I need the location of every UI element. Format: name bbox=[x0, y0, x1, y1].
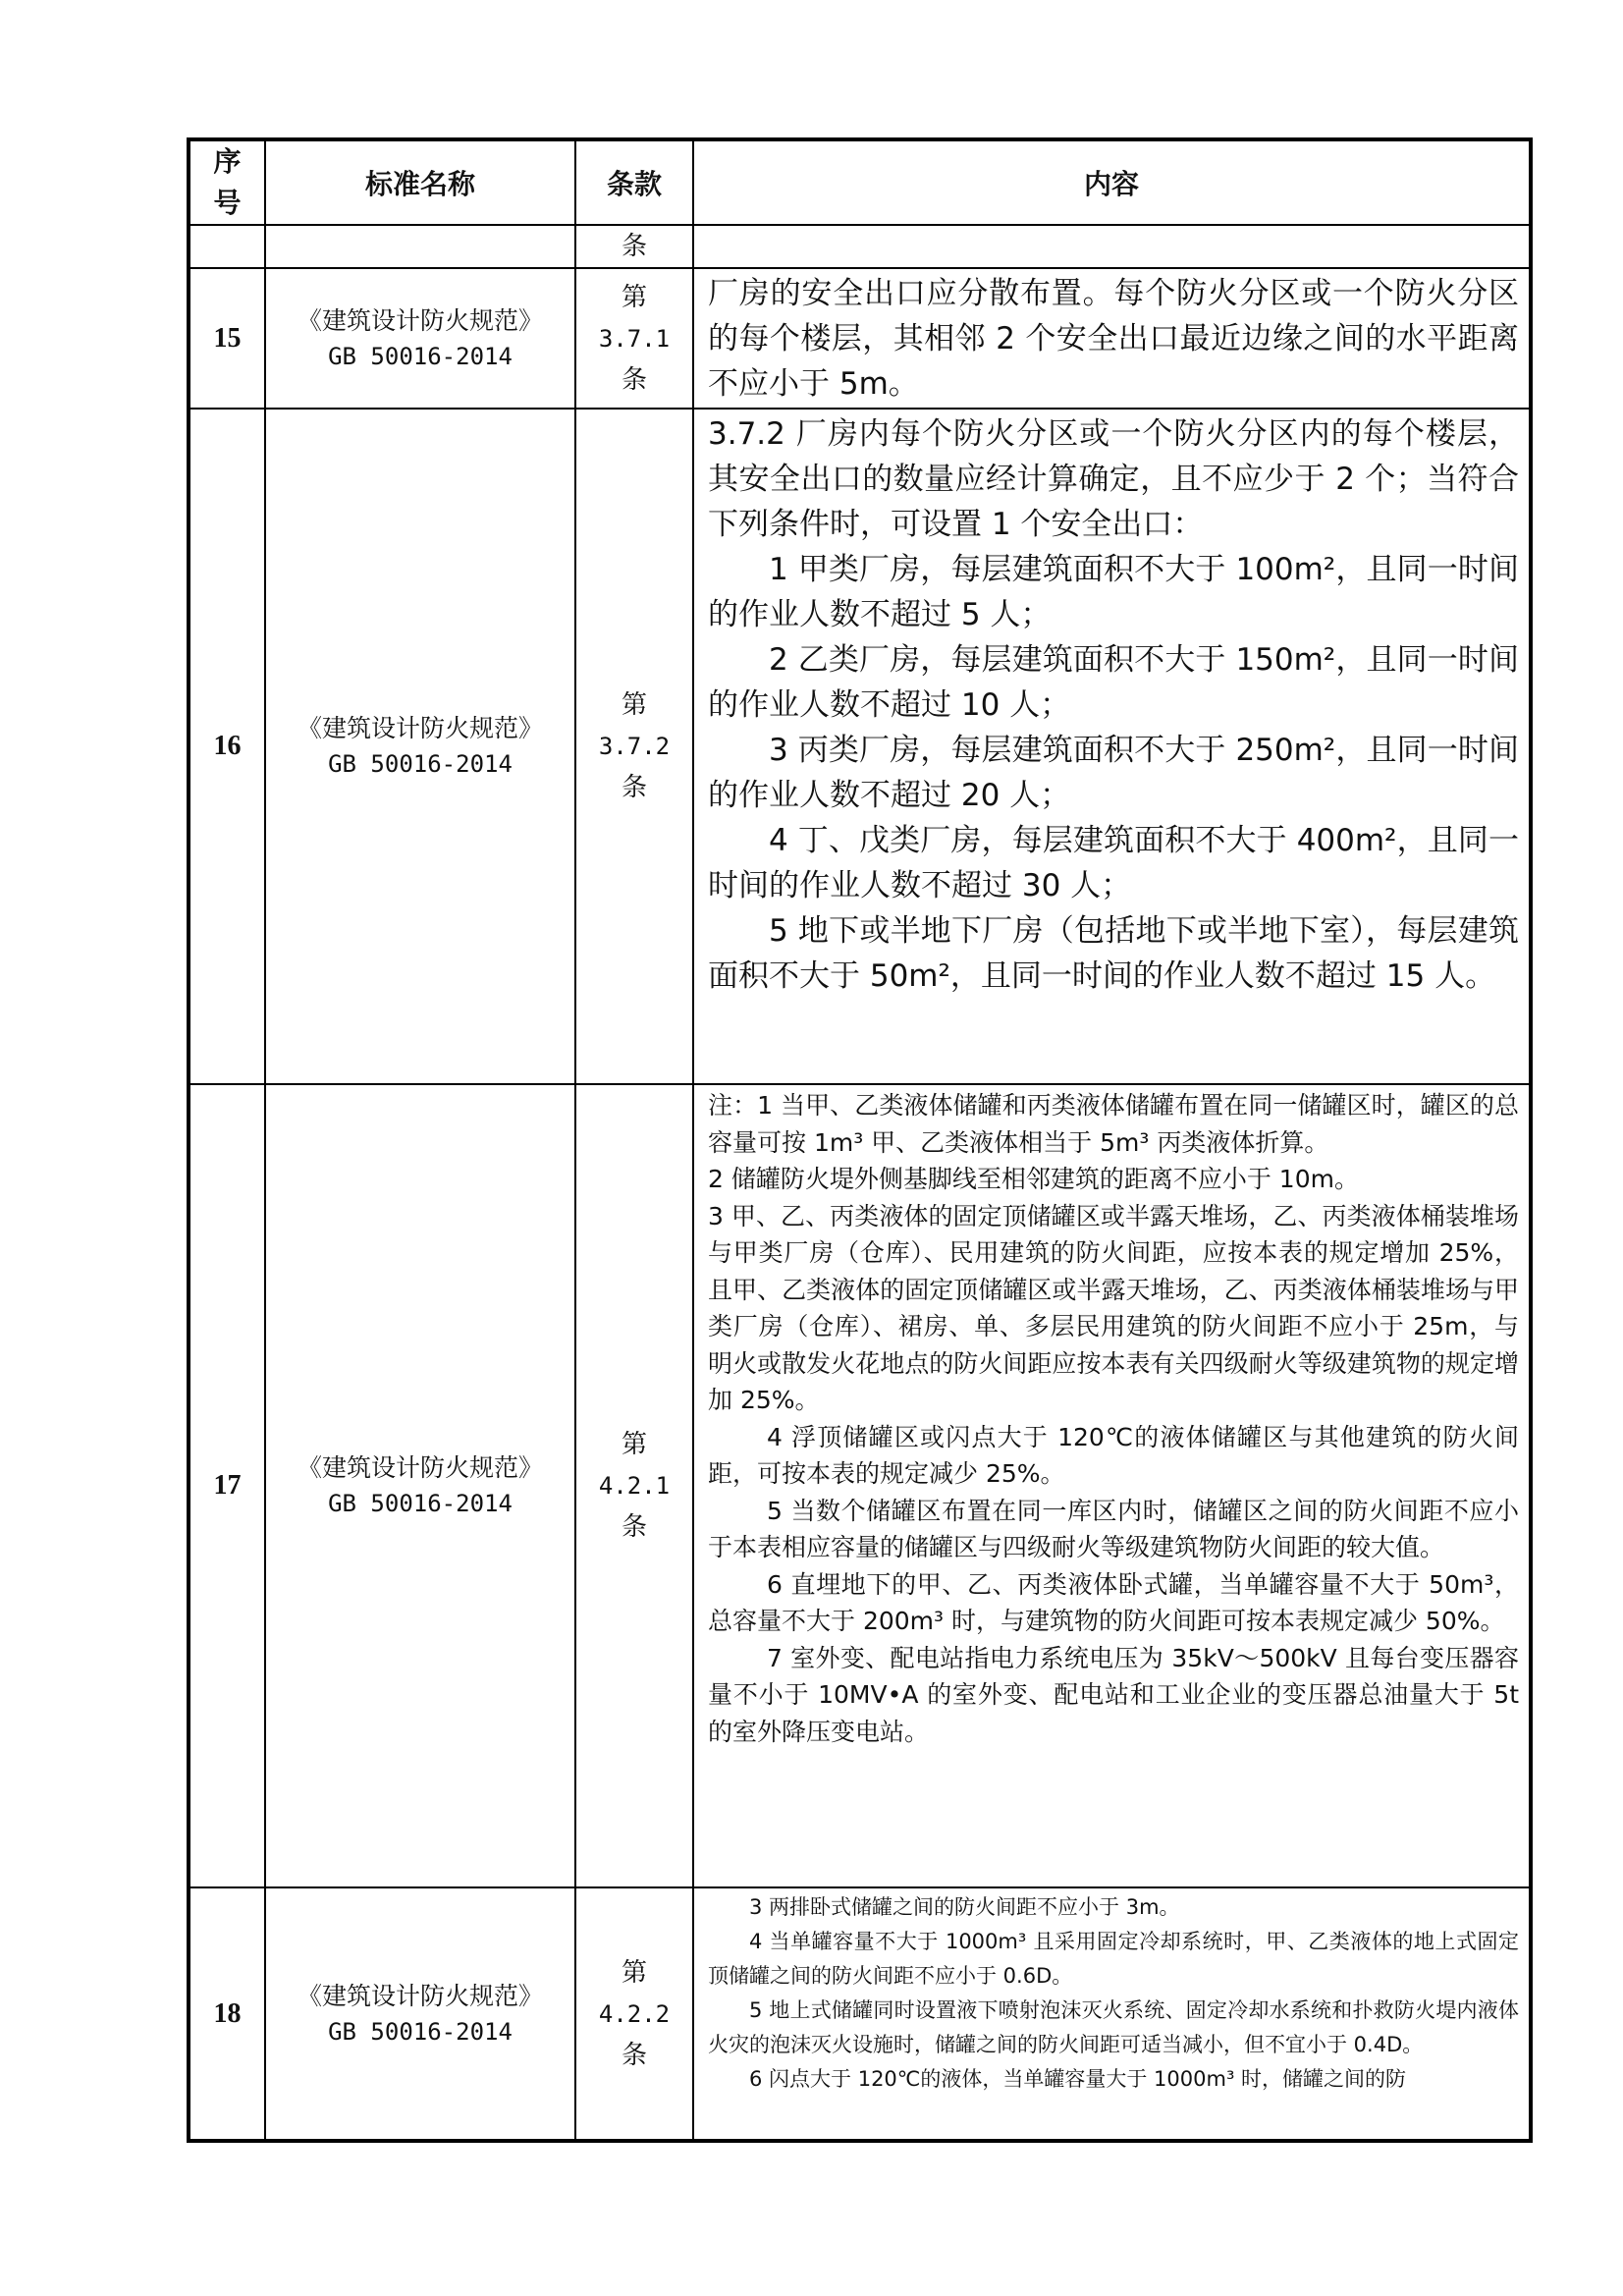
clause-suffix: 条 bbox=[621, 2040, 647, 2070]
content-note: 6 直埋地下的甲、乙、丙类液体卧式罐，当单罐容量不大于 50m³，总容量不大于 200m³ 时，与建筑物的防火间距可按本表规定减少 50%。 bbox=[708, 1569, 1519, 1635]
content-cell bbox=[693, 268, 1531, 409]
content-cell bbox=[693, 1887, 1531, 2141]
clause-cell bbox=[575, 1084, 693, 1887]
continuation-row bbox=[189, 225, 1531, 268]
clause-prefix: 第 bbox=[621, 1957, 647, 1988]
standard-name-cell bbox=[265, 268, 575, 409]
row-index: 16 bbox=[189, 409, 265, 1084]
content-item: 3 丙类厂房，每层建筑面积不大于 250m²，且同一时间的作业人数不超过 20 人； bbox=[708, 733, 1519, 813]
content-paragraph: 3.7.2 厂房内每个防火分区或一个防火分区内的每个楼层，其安全出口的数量应经计算确定，且不应少于 2 个；当符合下列条件时，可设置 1 个安全出口： bbox=[708, 416, 1519, 542]
clause-suffix: 条 bbox=[621, 364, 647, 395]
content-note: 5 当数个储罐区布置在同一库区内时，储罐区之间的防火间距不应小于本表相应容量的储罐区与四级耐火等级建筑物防火间距的较大值。 bbox=[708, 1496, 1519, 1561]
clause-prefix: 第 bbox=[621, 690, 647, 720]
standard-name-cell bbox=[265, 1887, 575, 2141]
standard-code: GB 50016-2014 bbox=[328, 1490, 513, 1517]
clause-prefix: 第 bbox=[621, 282, 647, 312]
continuation-clause-tail: 条 bbox=[575, 225, 693, 268]
content-cell bbox=[693, 1084, 1531, 1887]
clause-number: 4.2.2 bbox=[598, 1999, 671, 2028]
content-item: 2 乙类厂房，每层建筑面积不大于 150m²，且同一时间的作业人数不超过 10 人； bbox=[708, 642, 1519, 723]
clause-cell bbox=[575, 1887, 693, 2141]
table-header-row bbox=[189, 139, 1531, 225]
standard-name-cell bbox=[265, 409, 575, 1084]
standard-name-cell bbox=[265, 1084, 575, 1887]
content-note: 2 储罐防火堤外侧基脚线至相邻建筑的距离不应小于 10m。 bbox=[708, 1165, 1359, 1193]
clause-suffix: 条 bbox=[621, 1512, 647, 1542]
table-row bbox=[189, 1084, 1531, 1887]
content-note: 注：1 当甲、乙类液体储罐和丙类液体储罐布置在同一储罐区时，罐区的总容量可按 1m³ 甲、乙类液体相当于 5m³ 丙类液体折算。 bbox=[708, 1091, 1519, 1157]
fire-code-table bbox=[187, 137, 1533, 2143]
content-paragraph: 厂房的安全出口应分散布置。每个防火分区或一个防火分区的每个楼层，其相邻 2 个安全出口最近边缘之间的水平距离不应小于 5m。 bbox=[708, 276, 1519, 402]
content-note: 3 甲、乙、丙类液体的固定顶储罐区或半露天堆场，乙、丙类液体桶装堆场与甲类厂房（仓库）、民用建筑的防火间距，应按本表的规定增加 25%，且甲、乙类液体的固定顶储罐区或半露天堆场，乙、丙类液体桶装堆场与甲类厂房（仓库）、裙房、单、多层民用建筑的防火间距不应小于 25m，与明火或散发火花地点的防火间距应按本表有关四级耐火等级建筑物的规定增加 25%。 bbox=[708, 1201, 1519, 1414]
header-content: 内容 bbox=[693, 139, 1531, 225]
clause-cell bbox=[575, 268, 693, 409]
content-note: 7 室外变、配电站指电力系统电压为 35kV～500kV 且每台变压器容量不小于 10MV•A 的室外变、配电站和工业企业的变压器总油量大于 5t 的室外降压变电站。 bbox=[708, 1643, 1519, 1746]
clause-suffix: 条 bbox=[621, 773, 647, 802]
table-row bbox=[189, 409, 1531, 1084]
content-cell bbox=[693, 409, 1531, 1084]
content-note: 3 两排卧式储罐之间的防火间距不应小于 3m。 bbox=[749, 1895, 1180, 1919]
row-index: 17 bbox=[189, 1084, 265, 1887]
row-index: 15 bbox=[189, 268, 265, 409]
standard-name: 《建筑设计防火规范》 bbox=[297, 1981, 543, 2010]
standard-code: GB 50016-2014 bbox=[328, 2017, 513, 2046]
content-note: 4 浮顶储罐区或闪点大于 120℃的液体储罐区与其他建筑的防火间距，可按本表的规定减少 25%。 bbox=[708, 1422, 1519, 1488]
clause-number: 3.7.1 bbox=[598, 324, 671, 353]
standard-name: 《建筑设计防火规范》 bbox=[297, 1453, 543, 1482]
header-standard-name: 标准名称 bbox=[265, 139, 575, 225]
content-note: 6 闪点大于 120℃的液体，当单罐容量大于 1000m³ 时，储罐之间的防 bbox=[749, 2067, 1407, 2091]
row-index: 18 bbox=[189, 1887, 265, 2141]
clause-cell bbox=[575, 409, 693, 1084]
header-clause: 条款 bbox=[575, 139, 693, 225]
standard-name: 《建筑设计防火规范》 bbox=[297, 714, 543, 742]
clause-prefix: 第 bbox=[621, 1430, 647, 1459]
content-item: 5 地下或半地下厂房（包括地下或半地下室），每层建筑面积不大于 50m²，且同一时间的作业人数不超过 15 人。 bbox=[708, 913, 1519, 994]
standard-code: GB 50016-2014 bbox=[328, 342, 513, 370]
standard-name: 《建筑设计防火规范》 bbox=[297, 305, 543, 335]
content-clip bbox=[708, 1890, 1519, 2136]
clause-number: 4.2.1 bbox=[598, 1472, 671, 1500]
content-item: 4 丁、戊类厂房，每层建筑面积不大于 400m²，且同一时间的作业人数不超过 30 人； bbox=[708, 823, 1519, 903]
content-item: 1 甲类厂房，每层建筑面积不大于 100m²，且同一时间的作业人数不超过 5 人； bbox=[708, 552, 1519, 632]
table-row bbox=[189, 268, 1531, 409]
header-index: 序号 bbox=[189, 139, 265, 225]
table-row bbox=[189, 1887, 1531, 2141]
clause-number: 3.7.2 bbox=[598, 733, 671, 760]
content-note: 5 地上式储罐同时设置液下喷射泡沫灭火系统、固定冷却水系统和扑救防火堤内液体火灾的泡沫灭火设施时，储罐之间的防火间距可适当减小，但不宜小于 0.4D。 bbox=[708, 1998, 1519, 2056]
standard-code: GB 50016-2014 bbox=[328, 750, 513, 778]
content-note: 4 当单罐容量不大于 1000m³ 且采用固定冷却系统时，甲、乙类液体的地上式固定顶储罐之间的防火间距不应小于 0.6D。 bbox=[708, 1930, 1519, 1988]
